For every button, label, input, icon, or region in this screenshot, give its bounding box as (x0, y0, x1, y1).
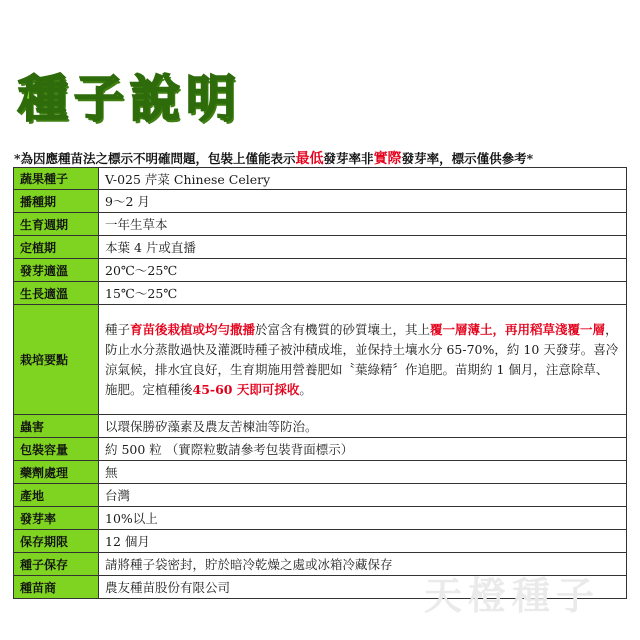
notice-highlight-lowest: 最低 (295, 151, 324, 167)
row-label: 生長適溫 (14, 282, 99, 305)
row-label: 生育週期 (14, 213, 99, 236)
table-row-cultivation (14, 305, 627, 415)
row-value: 9～2 月 (99, 190, 627, 213)
seed-spec-table (13, 167, 627, 599)
row-label: 藥劑處理 (14, 461, 99, 484)
row-value: 請將種子袋密封，貯於暗冷乾燥之處或冰箱冷藏保存 (99, 553, 627, 576)
row-value: 12 個月 (99, 530, 627, 553)
row-label: 發芽適溫 (14, 259, 99, 282)
row-value: 20℃～25℃ (99, 259, 627, 282)
cultivation-highlight: 45-60 天即可採收 (192, 381, 300, 397)
row-value: 台灣 (99, 484, 627, 507)
row-value: 無 (99, 461, 627, 484)
cultivation-highlight: 育苗後栽植或均勻撒播 (130, 321, 256, 337)
cultivation-highlight: 覆一層薄土，再用稻草淺覆一層 (430, 321, 606, 337)
row-label: 栽培要點 (14, 305, 99, 415)
cultivation-part: 種子 (105, 321, 131, 337)
table-row (14, 576, 627, 599)
cultivation-part: ，防止水分蒸散過快及灌溉時種子被沖積成堆，並保持土壤水分 65-70%，約 10 天發芽。喜冷涼氣候，排水宜良好，生育期施用營養肥如〝葉綠精〞作追肥。苗期約 1 個月，注意除草、施肥。定植種後 (105, 321, 619, 397)
row-value: V-025 芹菜 Chinese Celery (99, 168, 627, 190)
notice-part: 發芽率非 (323, 151, 374, 166)
cultivation-part: 。 (299, 381, 312, 397)
row-label: 定植期 (14, 236, 99, 259)
row-label: 蔬果種子 (14, 168, 99, 190)
cultivation-text (99, 305, 627, 415)
row-value: 農友種苗股份有限公司 (99, 576, 627, 599)
table-row (14, 461, 627, 484)
table-row (14, 438, 627, 461)
row-label: 發芽率 (14, 507, 99, 530)
row-value: 一年生草本 (99, 213, 627, 236)
watermark-text: 天橙種子 (424, 574, 601, 618)
table-row (14, 236, 627, 259)
table-row (14, 190, 627, 213)
table-row (14, 415, 627, 438)
row-label: 產地 (14, 484, 99, 507)
row-label: 播種期 (14, 190, 99, 213)
row-value: 15℃～25℃ (99, 282, 627, 305)
row-label: 保存期限 (14, 530, 99, 553)
row-value: 約 500 粒 （實際粒數請參考包裝背面標示） (99, 438, 627, 461)
notice-text (14, 148, 626, 168)
notice-part: *為因應種苗法之標示不明確問題，包裝上僅能表示 (14, 151, 296, 166)
table-row (14, 530, 627, 553)
notice-highlight-actual: 實際 (373, 151, 402, 167)
row-label: 種子保存 (14, 553, 99, 576)
table-row (14, 282, 627, 305)
table-row (14, 484, 627, 507)
row-label: 種苗商 (14, 576, 99, 599)
table-row (14, 168, 627, 190)
row-label: 包裝容量 (14, 438, 99, 461)
table-row (14, 507, 627, 530)
row-label: 蟲害 (14, 415, 99, 438)
cultivation-part: 於富含有機質的砂質壤土，其上 (255, 321, 431, 337)
row-value: 以環保勝矽藻素及農友苦楝油等防治。 (99, 415, 627, 438)
table-row (14, 259, 627, 282)
notice-part: 發芽率，標示僅供參考* (401, 151, 534, 166)
table-row (14, 213, 627, 236)
page-title: 種子說明 (18, 70, 242, 128)
table-row (14, 553, 627, 576)
row-value: 10%以上 (99, 507, 627, 530)
row-value: 本葉 4 片或直播 (99, 236, 627, 259)
